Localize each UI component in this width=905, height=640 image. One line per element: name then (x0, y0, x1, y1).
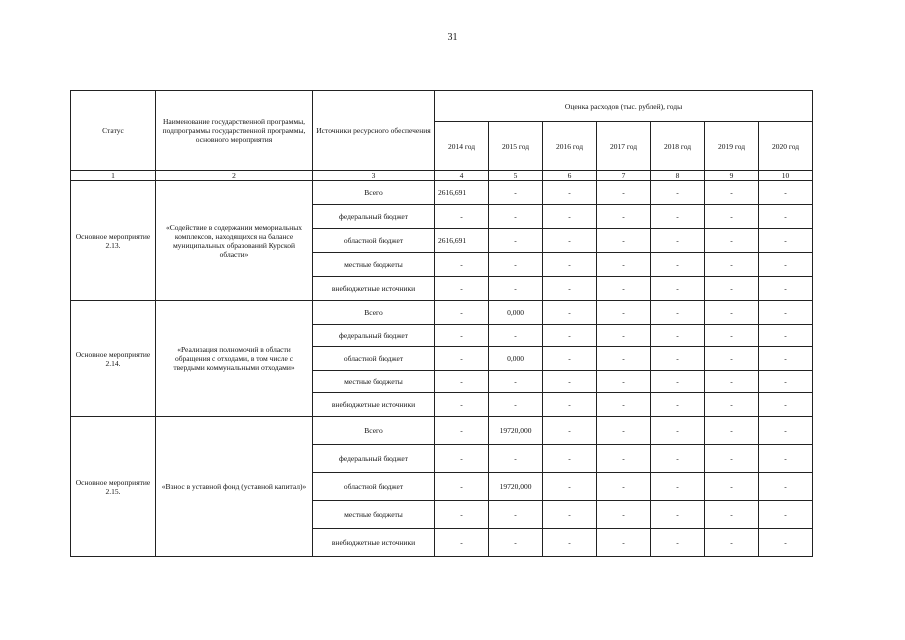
value-cell: - (597, 205, 651, 229)
value-cell: - (651, 371, 705, 393)
value-cell: - (651, 325, 705, 347)
value-cell: - (435, 473, 489, 501)
activity-name-cell: «Реализация полномочий в области обращения с отходами, в том числе с твердыми коммунальными отходами» (156, 301, 313, 417)
header-estimate: Оценка расходов (тыс. рублей), годы (435, 91, 813, 122)
value-cell: - (705, 301, 759, 325)
funding-source-cell: федеральный бюджет (313, 205, 435, 229)
header-year: 2019 год (705, 122, 759, 171)
value-cell: - (705, 371, 759, 393)
value-cell: 2616,691 (435, 229, 489, 253)
value-cell: 0,000 (489, 301, 543, 325)
value-cell: - (543, 229, 597, 253)
funding-source-cell: Всего (313, 417, 435, 445)
value-cell: - (651, 445, 705, 473)
funding-source-cell: Всего (313, 181, 435, 205)
funding-source-cell: Всего (313, 301, 435, 325)
value-cell: - (543, 473, 597, 501)
value-cell: - (651, 417, 705, 445)
funding-source-cell: областной бюджет (313, 473, 435, 501)
header-year: 2015 год (489, 122, 543, 171)
column-number: 2 (156, 171, 313, 181)
value-cell: - (489, 529, 543, 557)
value-cell: - (759, 445, 813, 473)
header-sources: Источники ресурсного обеспечения (313, 91, 435, 171)
value-cell: - (759, 205, 813, 229)
header-year: 2017 год (597, 122, 651, 171)
value-cell: - (435, 301, 489, 325)
column-number: 10 (759, 171, 813, 181)
value-cell: - (597, 253, 651, 277)
value-cell: - (759, 229, 813, 253)
value-cell: - (597, 473, 651, 501)
table-row (71, 417, 813, 445)
value-cell: - (651, 473, 705, 501)
value-cell: - (759, 253, 813, 277)
value-cell: - (597, 417, 651, 445)
value-cell: - (435, 393, 489, 417)
value-cell: - (705, 445, 759, 473)
value-cell: - (597, 301, 651, 325)
value-cell: - (705, 529, 759, 557)
value-cell: - (489, 501, 543, 529)
value-cell: - (597, 393, 651, 417)
funding-source-cell: внебюджетные источники (313, 393, 435, 417)
activity-name-cell: «Взнос в уставной фонд (уставной капитал)» (156, 417, 313, 557)
budget-table (70, 90, 813, 557)
value-cell: - (435, 277, 489, 301)
value-cell: - (705, 473, 759, 501)
column-number: 9 (705, 171, 759, 181)
value-cell: - (543, 501, 597, 529)
value-cell: - (435, 417, 489, 445)
value-cell: - (543, 181, 597, 205)
value-cell: - (759, 301, 813, 325)
value-cell: - (543, 417, 597, 445)
funding-source-cell: областной бюджет (313, 347, 435, 371)
value-cell: - (597, 229, 651, 253)
column-number: 6 (543, 171, 597, 181)
value-cell: - (543, 253, 597, 277)
column-number: 8 (651, 171, 705, 181)
value-cell: - (543, 347, 597, 371)
value-cell: 19720,000 (489, 417, 543, 445)
header-year: 2014 год (435, 122, 489, 171)
value-cell: - (759, 501, 813, 529)
value-cell: - (435, 501, 489, 529)
funding-source-cell: местные бюджеты (313, 253, 435, 277)
value-cell: - (543, 371, 597, 393)
value-cell: - (705, 229, 759, 253)
funding-source-cell: федеральный бюджет (313, 445, 435, 473)
value-cell: - (705, 347, 759, 371)
value-cell: - (543, 325, 597, 347)
value-cell: - (489, 205, 543, 229)
status-cell: Основное мероприятие 2.13. (71, 181, 156, 301)
column-number: 1 (71, 171, 156, 181)
value-cell: - (705, 393, 759, 417)
value-cell: - (543, 529, 597, 557)
value-cell: - (651, 181, 705, 205)
activity-name-cell: «Содействие в содержании мемориальных комплексов, находящихся на балансе муниципальных образований Курской области» (156, 181, 313, 301)
header-year: 2018 год (651, 122, 705, 171)
value-cell: 19720,000 (489, 473, 543, 501)
value-cell: - (651, 347, 705, 371)
column-number: 5 (489, 171, 543, 181)
value-cell: - (759, 393, 813, 417)
value-cell: - (435, 371, 489, 393)
value-cell: - (651, 501, 705, 529)
table-row (71, 301, 813, 325)
value-cell: - (435, 529, 489, 557)
value-cell: - (705, 205, 759, 229)
value-cell: - (489, 181, 543, 205)
value-cell: - (651, 301, 705, 325)
column-number: 4 (435, 171, 489, 181)
value-cell: - (759, 181, 813, 205)
value-cell: - (651, 205, 705, 229)
value-cell: - (759, 347, 813, 371)
value-cell: - (489, 445, 543, 473)
value-cell: - (651, 229, 705, 253)
value-cell: - (543, 445, 597, 473)
value-cell: - (489, 393, 543, 417)
value-cell: - (597, 181, 651, 205)
funding-source-cell: местные бюджеты (313, 501, 435, 529)
value-cell: - (543, 393, 597, 417)
header-status: Статус (71, 91, 156, 171)
value-cell: - (597, 371, 651, 393)
value-cell: - (597, 501, 651, 529)
header-name: Наименование государственной программы, подпрограммы государственной программы, основного мероприятия (156, 91, 313, 171)
value-cell: - (651, 529, 705, 557)
funding-source-cell: внебюджетные источники (313, 277, 435, 301)
value-cell: - (597, 325, 651, 347)
value-cell: - (705, 417, 759, 445)
status-cell: Основное мероприятие 2.14. (71, 301, 156, 417)
value-cell: - (759, 529, 813, 557)
value-cell: - (597, 277, 651, 301)
value-cell: - (705, 325, 759, 347)
value-cell: - (489, 229, 543, 253)
value-cell: - (489, 277, 543, 301)
funding-source-cell: областной бюджет (313, 229, 435, 253)
value-cell: - (597, 347, 651, 371)
value-cell: - (705, 253, 759, 277)
status-cell: Основное мероприятие 2.15. (71, 417, 156, 557)
value-cell: - (759, 325, 813, 347)
funding-source-cell: внебюджетные источники (313, 529, 435, 557)
header-year: 2020 год (759, 122, 813, 171)
value-cell: - (705, 181, 759, 205)
value-cell: - (543, 301, 597, 325)
funding-source-cell: местные бюджеты (313, 371, 435, 393)
value-cell: - (759, 277, 813, 301)
value-cell: - (759, 473, 813, 501)
value-cell: - (651, 393, 705, 417)
value-cell: - (543, 205, 597, 229)
value-cell: - (597, 529, 651, 557)
value-cell: - (435, 445, 489, 473)
value-cell: - (489, 253, 543, 277)
value-cell: - (543, 277, 597, 301)
value-cell: - (597, 445, 651, 473)
header-year: 2016 год (543, 122, 597, 171)
column-number: 3 (313, 171, 435, 181)
column-number: 7 (597, 171, 651, 181)
value-cell: - (489, 371, 543, 393)
value-cell: - (651, 277, 705, 301)
value-cell: - (435, 205, 489, 229)
value-cell: - (651, 253, 705, 277)
value-cell: - (705, 501, 759, 529)
value-cell: - (705, 277, 759, 301)
value-cell: - (435, 253, 489, 277)
value-cell: - (759, 371, 813, 393)
value-cell: - (489, 325, 543, 347)
value-cell: - (435, 347, 489, 371)
value-cell: 0,000 (489, 347, 543, 371)
table-row (71, 181, 813, 205)
value-cell: 2616,691 (435, 181, 489, 205)
value-cell: - (759, 417, 813, 445)
funding-source-cell: федеральный бюджет (313, 325, 435, 347)
value-cell: - (435, 325, 489, 347)
page-number: 31 (447, 32, 458, 43)
